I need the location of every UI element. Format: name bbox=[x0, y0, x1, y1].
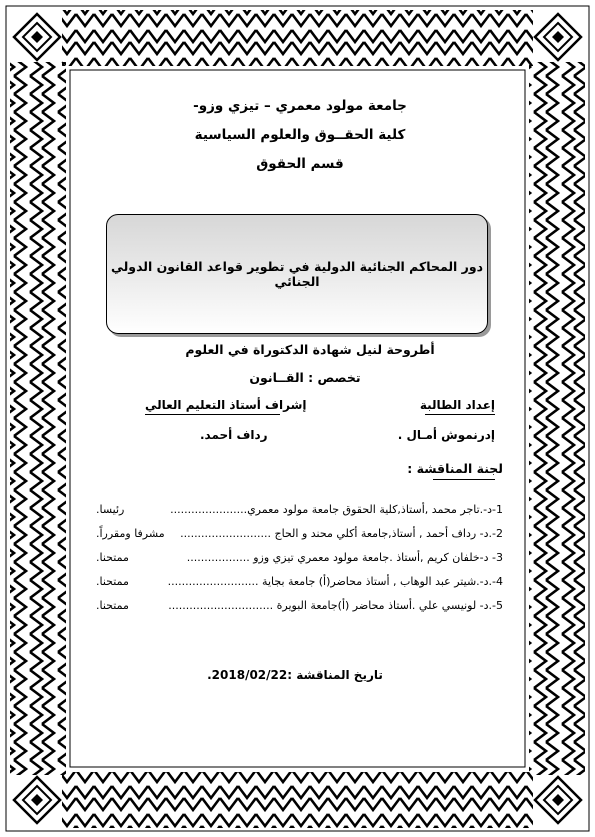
discussion-date: تاريخ المناقشة :2018/02/22. bbox=[207, 668, 383, 682]
student-name: إدرنموش أمـال . bbox=[397, 428, 495, 442]
member-details: 3- د-خلفان كريم ,أستاذ .جامعة مولود معمري تيزي وزو .................. bbox=[186, 551, 503, 564]
member-role: ممتحنا. bbox=[96, 551, 129, 564]
thesis-title-box bbox=[106, 214, 488, 334]
committee-member bbox=[96, 575, 503, 593]
member-details: 5-.د- لونيسي علي .أستاذ محاضر (أ)جامعة البويرة .............................. bbox=[168, 599, 503, 612]
supervisor-label: إشراف أستاذ التعليم العالي bbox=[145, 398, 307, 412]
member-role: ممتحنا. bbox=[96, 599, 129, 612]
degree-line: أطروحة لنيل شهادة الدكتوراة في العلوم bbox=[185, 342, 435, 357]
member-role: ممتحنا. bbox=[96, 575, 129, 588]
specialty-line: تخصص : القــانون bbox=[249, 370, 361, 385]
committee-heading: لجنة المناقشة : bbox=[407, 461, 503, 476]
committee-underline bbox=[433, 479, 495, 480]
committee-member bbox=[96, 551, 503, 569]
department-name: قسم الحقوق bbox=[256, 156, 344, 172]
member-details: 1-د-.تاجر محمد ,أستاذ,كلية الحقوق جامعة مولود معمري...................... bbox=[170, 503, 503, 516]
committee-member bbox=[96, 599, 503, 617]
faculty-name: كلية الحقــوق والعلوم السياسية bbox=[194, 127, 406, 143]
supervisor-underline bbox=[145, 414, 280, 415]
committee-member bbox=[96, 503, 503, 521]
committee-member bbox=[96, 527, 503, 545]
supervisor-name: رداف أحمد. bbox=[200, 428, 268, 442]
prepared-by-underline bbox=[425, 414, 495, 415]
thesis-title: دور المحاكم الجنائية الدولية في تطوير قواعد القانون الدولي الجنائي bbox=[110, 259, 484, 289]
prepared-by-label: إعداد الطالبة bbox=[419, 398, 495, 412]
university-name: جامعة مولود معمري – تيزي وزو- bbox=[193, 98, 407, 114]
member-details: 2-.د- رداف أحمد , أستاذ,جامعة أكلي محند و الحاج .......................... bbox=[180, 527, 503, 540]
member-details: 4-.د-.شيتر عبد الوهاب , أستاذ محاضر(أ) جامعة بجاية .......................... bbox=[167, 575, 503, 588]
member-role: رئيسا. bbox=[96, 503, 125, 516]
member-role: مشرفا ومقرراً. bbox=[96, 527, 165, 540]
